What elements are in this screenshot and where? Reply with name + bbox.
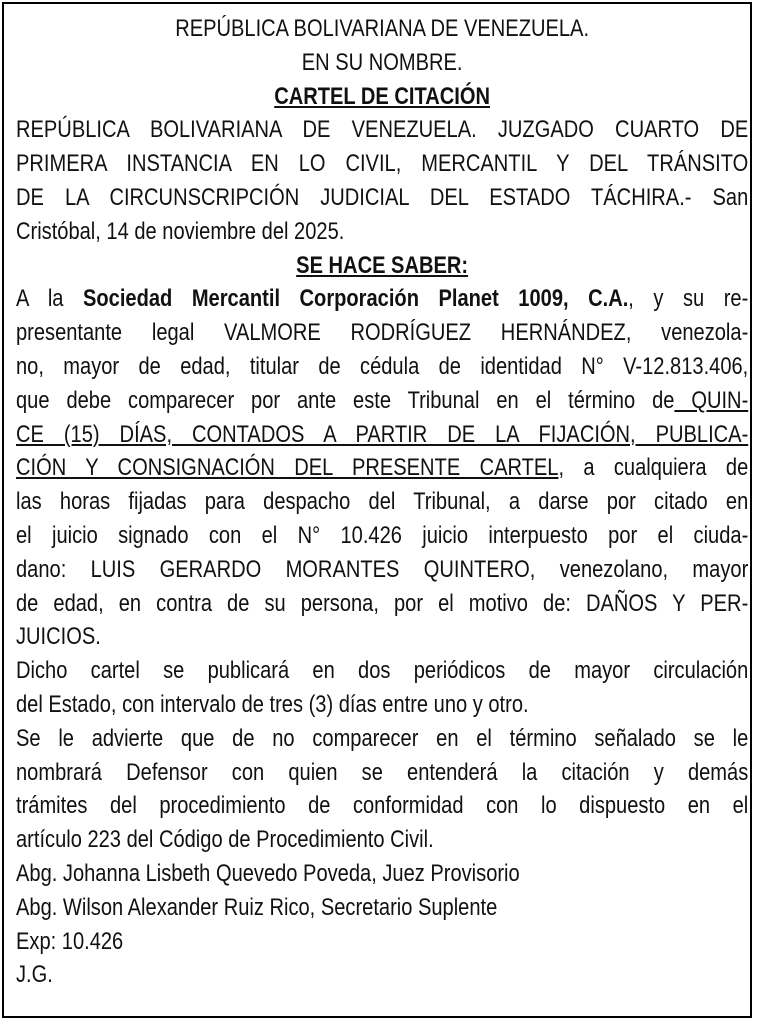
header-republic: REPÚBLICA BOLIVARIANA DE VENEZUELA.	[175, 15, 590, 42]
body-line-8: el juicio signado con el N° 10.426 juicio interpuesto por el ciuda-	[16, 521, 749, 549]
file-number: Exp: 10.426	[16, 927, 124, 955]
publication-line-1: Dicho cartel se publicará en dos periódicos de mayor circulación	[16, 657, 749, 685]
publication-line-2: del Estado, con intervalo de tres (3) días entre uno y otro.	[16, 690, 529, 718]
header-en-su-nombre: EN SU NOMBRE.	[301, 48, 463, 76]
subheading-se-hace-saber: SE HACE SABER:	[296, 251, 469, 279]
notice-frame	[2, 2, 752, 1018]
initials: J.G.	[16, 961, 53, 989]
warning-line-4: artículo 223 del Código de Procedimiento Civil.	[16, 826, 434, 854]
body-line-2: presentante legal VALMORE RODRÍGUEZ HERNÁNDEZ, venezola-	[16, 319, 749, 347]
body-line-6	[16, 451, 748, 485]
body-line-10: de edad, en contra de su persona, por el motivo de: DAÑOS Y PER-	[16, 589, 749, 617]
body-text: que debe comparecer por ante este Tribunal en el término de	[16, 386, 675, 414]
body-text: A la	[16, 285, 83, 313]
notice-title: CARTEL DE CITACIÓN	[274, 82, 491, 110]
body-text: , a cualquiera de	[558, 454, 749, 482]
intro-line-2: PRIMERA INSTANCIA EN LO CIVIL, MERCANTIL Y DEL TRÁNSITO	[16, 150, 749, 178]
deadline-text: CIÓN Y CONSIGNACIÓN DEL PRESENTE CARTEL	[16, 454, 559, 482]
body-line-3: no, mayor de edad, titular de cédula de identidad N° V-12.813.406,	[16, 352, 749, 380]
body-line-5: CE (15) DÍAS, CONTADOS A PARTIR DE LA FIJACIÓN, PUBLICA-	[16, 420, 749, 448]
warning-line-3: trámites del procedimiento de conformidad con lo dispuesto en el	[16, 792, 749, 820]
body-line-9: dano: LUIS GERARDO MORANTES QUINTERO, venezolano, mayor	[16, 555, 749, 583]
intro-line-4: Cristóbal, 14 de noviembre del 2025.	[16, 217, 345, 245]
intro-line-1: REPÚBLICA BOLIVARIANA DE VENEZUELA. JUZGADO CUARTO DE	[16, 116, 749, 144]
signature-judge: Abg. Johanna Lisbeth Quevedo Poveda, Juez Provisorio	[16, 859, 520, 887]
notice-document	[16, 12, 749, 992]
body-line-11: JUICIOS.	[16, 623, 101, 651]
company-name: Sociedad Mercantil Corporación Planet 1009, C.A.	[82, 285, 629, 313]
body-line-7: las horas fijadas para despacho del Tribunal, a darse por citado en	[16, 488, 749, 516]
body-line-1	[16, 282, 748, 316]
intro-line-3: DE LA CIRCUNSCRIPCIÓN JUDICIAL DEL ESTADO TÁCHIRA.- San	[16, 183, 749, 211]
warning-line-1: Se le advierte que de no comparecer en el término señalado se le	[16, 724, 749, 752]
deadline-text: QUIN-	[674, 386, 749, 414]
body-line-4	[16, 384, 748, 418]
warning-line-2: nombrará Defensor con quien se entenderá la citación y demás	[16, 758, 749, 786]
body-text: , y su re-	[628, 285, 749, 313]
signature-secretary: Abg. Wilson Alexander Ruiz Rico, Secretario Suplente	[16, 893, 498, 921]
